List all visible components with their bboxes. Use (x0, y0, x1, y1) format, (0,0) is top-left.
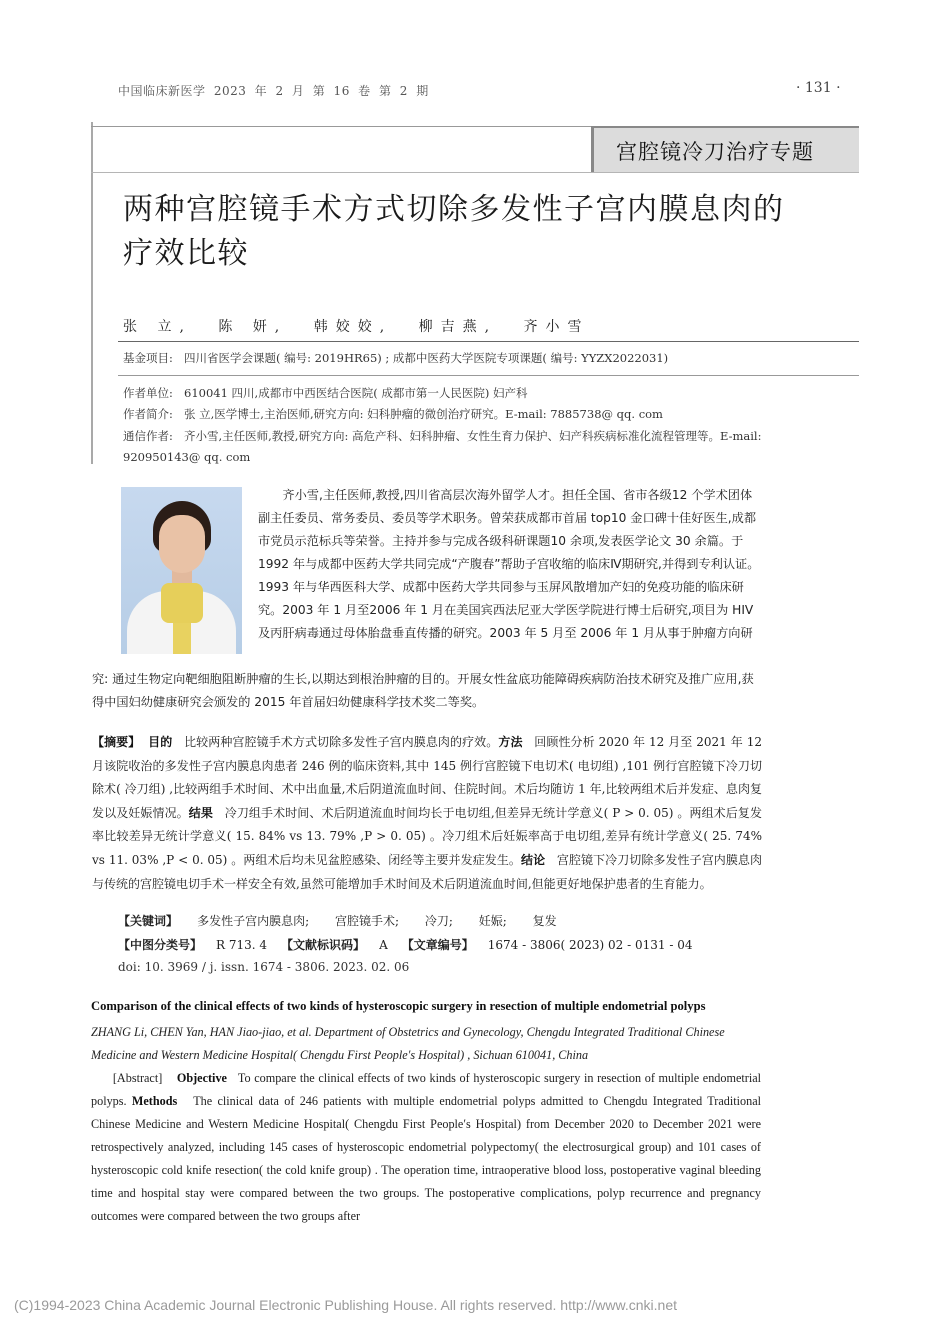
author: 陈 妍, (218, 319, 288, 335)
unit-line (123, 384, 528, 403)
keyword: 妊娠; (478, 914, 507, 928)
corr-text: 齐小雪,主任医师,教授,研究方向: 高危产科、妇科肿瘤、女性生育力保护、妇产科疾病标准化流程管理等。E-mail: (184, 429, 762, 443)
english-title: Comparison of the clinical effects of two kinds of hysteroscopic surgery in resection of multiple endometrial polyps (91, 999, 706, 1013)
en-methods-text: The clinical data of 246 patients with multiple endometrial polyps admitted to Chengdu Integrated Traditional Chinese Medicine and Western Medicine Hospital( Chengdu First People′s Hospital) from December 2020 to December 2021 were retrospectively analyzed, including 145 cases of hysteroscopic endometrial polypectomy( the electrosurgical group) and 101 cases of hysteroscopic cold knife resection( the cold knife group) . The operation time, intraoperative blood loss, postoperative vaginal bleeding time and hospital stay were compared between the two groups. The postoperative complications, polyp recurrence and pregnancy outcomes were compared between the two groups after (91, 1094, 762, 1223)
info-rule-mid (118, 375, 859, 376)
clc-label: 【中图分类号】 (118, 938, 203, 952)
corr-email: 920950143@ qq. com (123, 450, 251, 464)
author: 韩姣姣, (313, 319, 393, 335)
bio-paragraph-continued: 究: 通过生物定向靶细胞阻断肿瘤的生长,以期达到根治肿瘤的目的。开展女性盆底功能障碍疾病防治技术研究及推广应用,获得中国妇幼健康研究会颁发的 2015 年首届妇幼健康科学技术奖二等奖。 (92, 672, 754, 709)
unit-text: 610041 四川,成都市中西医结合医院( 成都市第一人民医院) 妇产科 (184, 386, 528, 400)
keywords-label: 【关键词】 (118, 914, 179, 928)
corr-label: 通信作者: (123, 429, 173, 443)
keyword: 宫腔镜手术; (334, 914, 400, 928)
english-authors: ZHANG Li, CHEN Yan, HAN Jiao-jiao, et al. Department of Obstetrics and Gynecology, Chengdu Integrated Traditional Chinese Medicine and Western Medicine Hospital( Chengdu First People′s Hospital) , Sichuan 610041, China (91, 1025, 725, 1062)
abstract-cn (92, 731, 762, 896)
doc-value: A (379, 938, 388, 952)
author: 柳吉燕, (418, 319, 498, 335)
left-rule (91, 122, 93, 464)
keywords-line (118, 912, 579, 929)
en-objective-text: To compare the clinical effects of two kinds of hysteroscopic surgery in resection of multiple endometrial polyps. (91, 1071, 761, 1108)
column-label-box (591, 126, 859, 172)
methods-text: 回顾性分析 2020 年 12 月至 2021 年 12 月该院收治的多发性子宫内膜息肉患者 246 例的临床资料,其中 145 例行宫腔镜下电切术( 电切组) ,101 例行宫腔镜下冷刀切除术( 冷刀组) ,比较两组手术时间、术中出血量,术后阴道流血时间、住院时间。术后均随访 1 年,比较两组术后并发症、息肉复发以及妊娠情况。 (92, 735, 762, 820)
corr-line-2 (123, 448, 250, 467)
english-abstract (91, 1067, 761, 1228)
art-label: 【文章编号】 (401, 938, 474, 952)
art-value: 1674 - 3806( 2023) 02 - 0131 - 04 (487, 938, 693, 952)
author-list (123, 316, 612, 336)
clc-value: R 713. 4 (216, 938, 268, 952)
abstract-label: 【摘要】 (92, 735, 141, 749)
conclusion-text: 宫腔镜下冷刀切除多发性子宫内膜息肉与传统的宫腔镜电切手术一样安全有效,虽然可能增加手术时间及术后阴道流血时间,但能更好地保护患者的生育能力。 (92, 852, 762, 891)
bio-paragraph: 齐小雪,主任医师,教授,四川省高层次海外留学人才。担任全国、省市各级12 个学术团体副主任委员、常务委员、委员等学术职务。曾荣获成都市首届 top10 金口碑十佳好医生,成都市党员示范标兵等荣誉。主持并参与完成各级科研课题10 余项,发表医学论文 30 余篇。于 1992 年与成都中医药大学共同完成“产腹春”帮助子宫收缩的临床Ⅳ期研究,并得到专利认证。1993 年与华西医科大学、成都中医药大学共同参与玉屏风散增加产妇的免疫功能的临床研究。2003 年 1 月至2006 年 1 月在美国宾西法尼亚大学医学院进行博士后研究,项目为 HIV 及丙肝病毒通过母体胎盘垂直传播的研究。2003 年 5 月至 2006 年 1 月从事于肿瘤方向研 (258, 488, 760, 640)
keyword: 冷刀; (424, 914, 453, 928)
doc-label: 【文献标识码】 (281, 938, 366, 952)
en-abstract-label: [Abstract] (112, 1071, 163, 1085)
unit-label: 作者单位: (123, 386, 173, 400)
author: 张 立, (123, 319, 192, 335)
fund-label: 基金项目: (123, 351, 173, 365)
en-methods-label: Methods (131, 1094, 178, 1108)
title-line-2: 疗效比较 (123, 236, 249, 271)
copyright-footer: (C)1994-2023 China Academic Journal Electronic Publishing House. All rights reserved. http://www.cnki.net (14, 1297, 677, 1313)
page-number: · 131 · (796, 80, 841, 96)
title-line-1: 两种宫腔镜手术方式切除多发性子宫内膜息肉的 (123, 192, 785, 227)
methods-label: 方法 (498, 735, 523, 749)
en-objective-label: Objective (176, 1071, 227, 1085)
header-rule (91, 172, 859, 173)
corr-line (123, 427, 761, 446)
classification-line (118, 936, 693, 953)
author-photo (121, 487, 242, 654)
profile-text: 张 立,医学博士,主治医师,研究方向: 妇科肿瘤的微创治疗研究。E-mail: 7885738@ qq. com (184, 407, 663, 421)
objective-text: 比较两种宫腔镜手术方式切除多发性子宫内膜息肉的疗效。 (184, 735, 499, 749)
top-rule (91, 126, 591, 127)
keyword: 复发 (532, 914, 557, 928)
profile-label: 作者简介: (123, 407, 173, 421)
column-label: 宫腔镜冷刀治疗专题 (616, 140, 814, 164)
keyword: 多发性子宫内膜息肉; (197, 914, 310, 928)
doi: doi: 10. 3969 / j. issn. 1674 - 3806. 2023. 02. 06 (118, 960, 410, 974)
author: 齐小雪 (523, 319, 590, 335)
profile-line (123, 405, 663, 424)
fund-line (123, 349, 668, 368)
article-title (123, 188, 843, 276)
results-text: 冷刀组手术时间、术后阴道流血时间均长于电切组,但差异无统计学意义( P > 0. 05) 。两组术后复发率比较差异无统计学意义( 15. 84% vs 13. 79% ,P > 0. 05) 。冷刀组术后妊娠率高于电切组,差异有统计学意义( 25. 74% vs 11. 03% ,P < 0. 05) 。两组术后均未见盆腔感染、闭经等主要并发症发生。 (92, 805, 762, 867)
info-rule-top (118, 341, 859, 342)
conclusion-label: 结论 (521, 852, 546, 867)
running-head: 中国临床新医学 2023 年 2 月 第 16 卷 第 2 期 (118, 84, 429, 98)
results-label: 结果 (188, 805, 213, 820)
fund-text: 四川省医学会课题( 编号: 2019HR65) ; 成都中医药大学医院专项课题( 编号: YYZX2022031) (184, 351, 669, 365)
objective-label: 目的 (148, 735, 173, 749)
